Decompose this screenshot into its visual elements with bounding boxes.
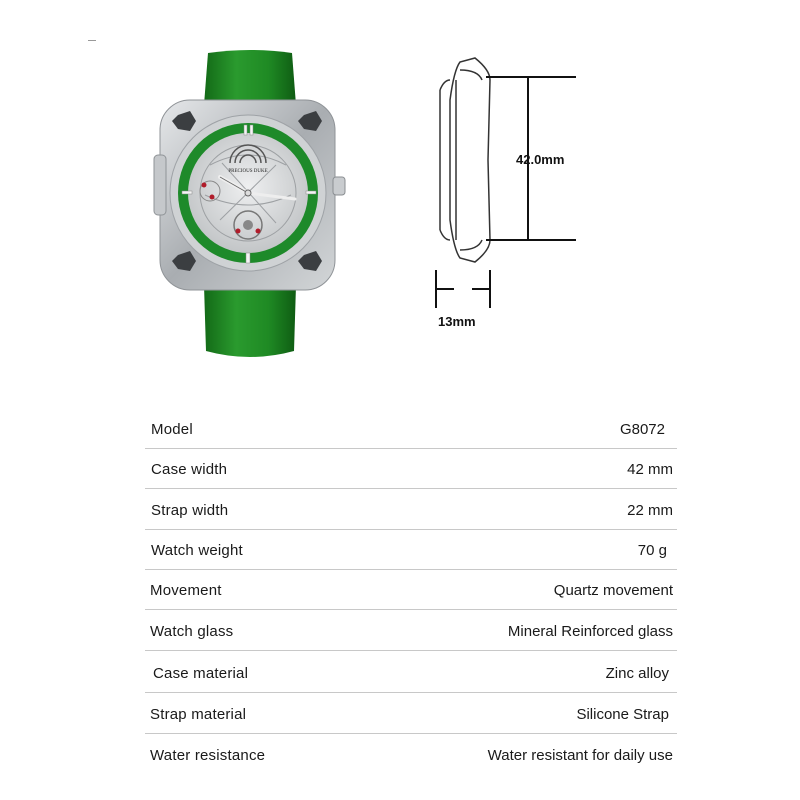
spec-row-glass	[145, 610, 677, 651]
spec-row-strap-width	[145, 489, 677, 530]
spec-label: Strap width	[151, 501, 229, 519]
watch-side-diagram	[420, 40, 600, 310]
thickness-label: 13mm	[438, 314, 476, 329]
spec-value: Silicone Strap	[576, 705, 669, 723]
spec-value: 22 mm	[627, 501, 673, 519]
spec-value: 42 mm	[627, 461, 673, 479]
spec-row-water-resistance	[145, 734, 677, 774]
spec-label: Water resistance	[150, 746, 266, 764]
watch-front-image	[150, 45, 350, 365]
spec-label: Case width	[151, 461, 228, 479]
spec-value: G8072	[619, 420, 665, 438]
spec-value: Mineral Reinforced glass	[507, 622, 673, 640]
spec-table	[145, 408, 677, 774]
spec-row-case-material	[145, 651, 677, 693]
spec-label: Model	[151, 420, 193, 438]
spec-row-case-width	[145, 449, 677, 490]
corner-mark	[88, 40, 96, 41]
spec-value: 70 g	[637, 542, 667, 560]
spec-label: Watch glass	[150, 622, 234, 640]
spec-label: Strap material	[150, 705, 247, 723]
spec-value: Water resistant for daily use	[487, 746, 673, 764]
case-height-label: 42.0mm	[516, 152, 565, 167]
spec-row-model	[145, 408, 677, 449]
spec-value: Quartz movement	[553, 582, 673, 600]
spec-row-movement	[145, 570, 677, 610]
spec-label: Watch weight	[151, 542, 243, 560]
brand-logo-text: PRECIOUS DUKE	[228, 169, 268, 174]
spec-row-weight	[145, 530, 677, 571]
strap-top	[204, 50, 296, 105]
spec-label: Movement	[150, 582, 222, 600]
spec-value: Zinc alloy	[605, 664, 669, 682]
strap-bottom	[204, 285, 296, 357]
spec-row-strap-material	[145, 693, 677, 734]
crown	[333, 177, 345, 195]
spec-label: Case material	[153, 664, 249, 682]
